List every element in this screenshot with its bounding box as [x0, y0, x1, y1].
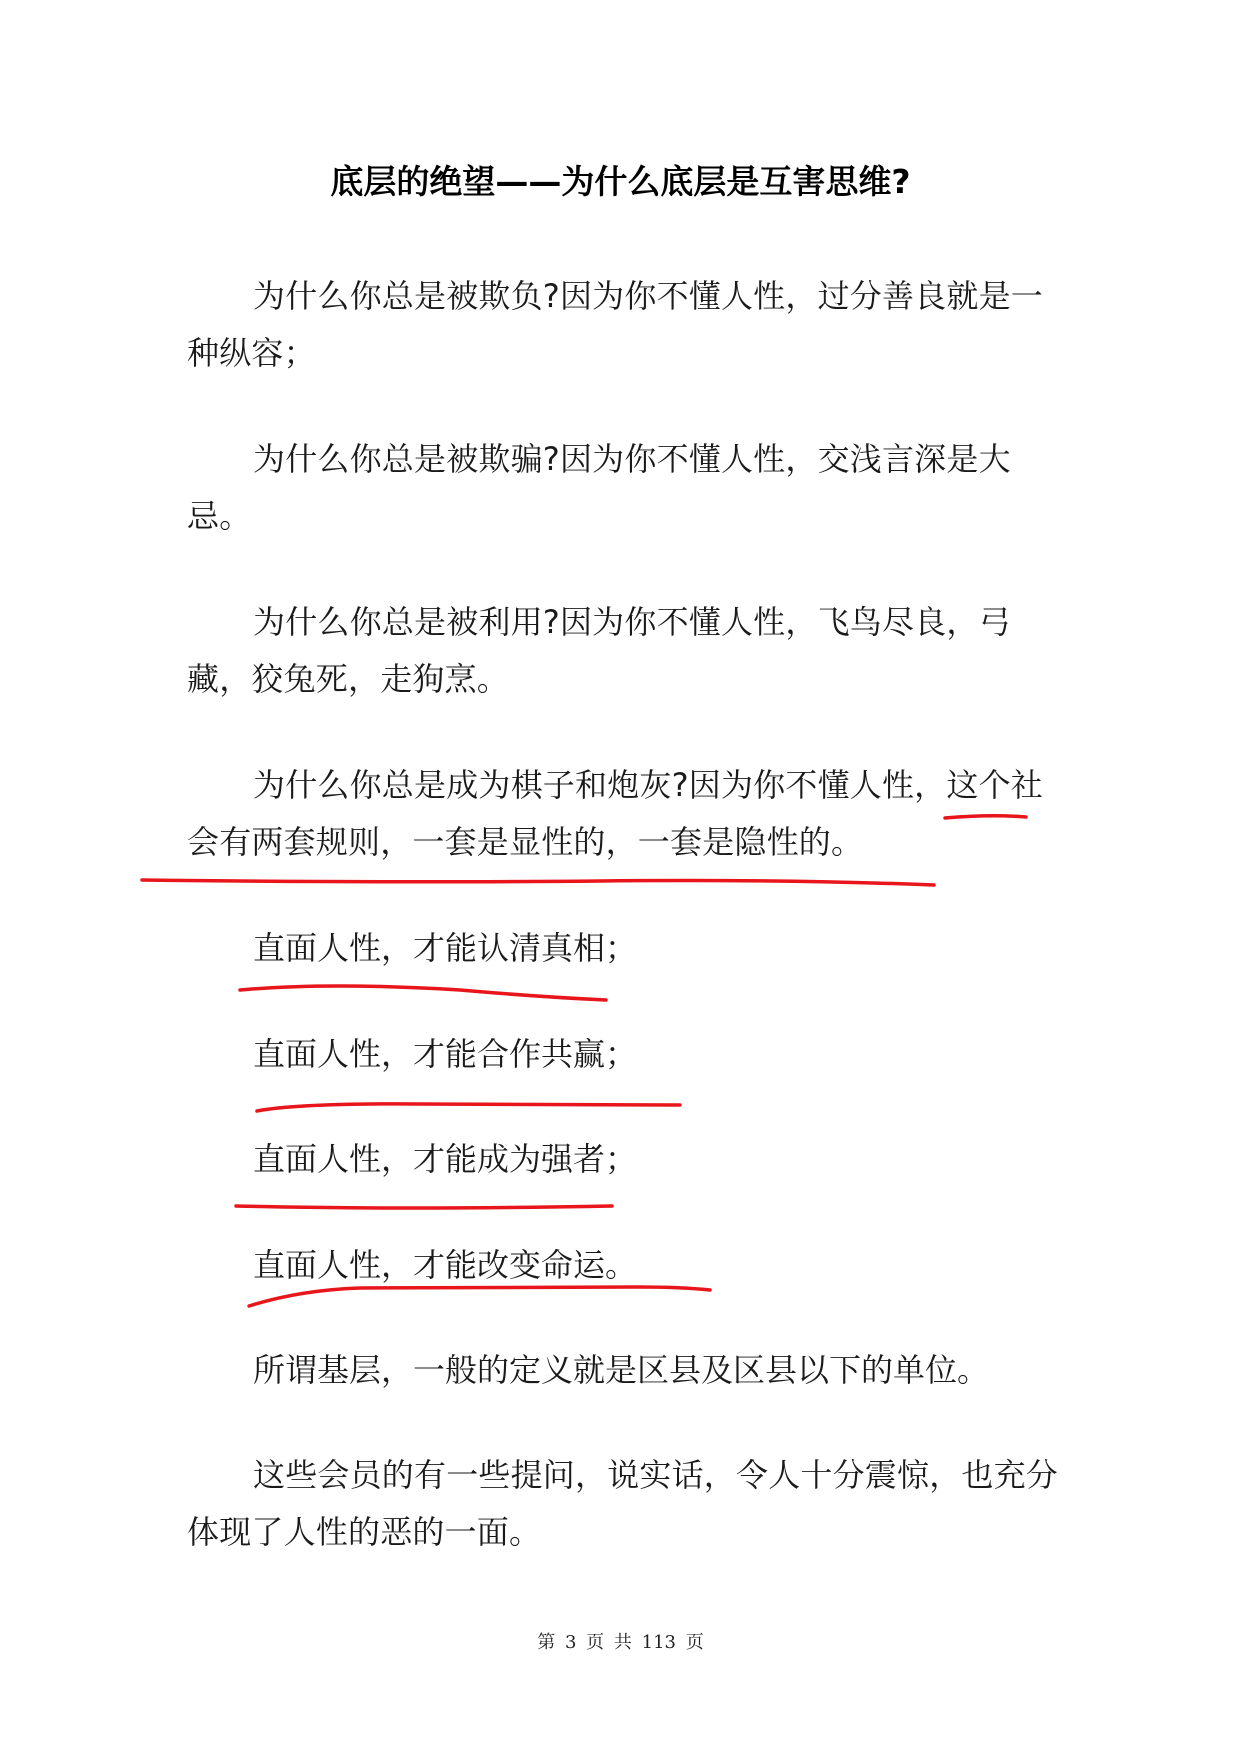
paragraph-bullied: 为什么你总是被欺负?因为你不懂人性，过分善良就是一种纵容； — [187, 277, 1043, 372]
page-title: 底层的绝望——为什么底层是互害思维? — [330, 162, 911, 201]
paragraph-deceived: 为什么你总是被欺骗?因为你不懂人性，交浅言深是大忌。 — [187, 440, 1011, 535]
line-cooperate: 直面人性，才能合作共赢； — [253, 1035, 638, 1073]
underline-mark-4 — [236, 1206, 612, 1208]
line-be-strong: 直面人性，才能成为强者； — [253, 1140, 638, 1178]
underline-mark-1b — [142, 880, 934, 885]
line-change-fate: 直面人性，才能改变命运。 — [253, 1246, 638, 1284]
paragraph-pawn: 为什么你总是成为棋子和炮灰?因为你不懂人性，这个社会有两套规则，一套是显性的，一套是隐性的。 — [187, 766, 1043, 861]
line-grassroots-definition: 所谓基层，一般的定义就是区县及区县以下的单位。 — [253, 1351, 990, 1389]
underline-mark-2 — [240, 986, 606, 1000]
underline-mark-3 — [257, 1104, 680, 1111]
paragraph-members: 这些会员的有一些提问，说实话，令人十分震惊，也充分体现了人性的恶的一面。 — [187, 1456, 1059, 1551]
paragraph-used: 为什么你总是被利用?因为你不懂人性，飞鸟尽良，弓藏，狡兔死，走狗烹。 — [187, 603, 1011, 698]
line-see-truth: 直面人性，才能认清真相； — [253, 929, 638, 967]
page-footer: 第 3 页 共 113 页 — [537, 1632, 704, 1653]
